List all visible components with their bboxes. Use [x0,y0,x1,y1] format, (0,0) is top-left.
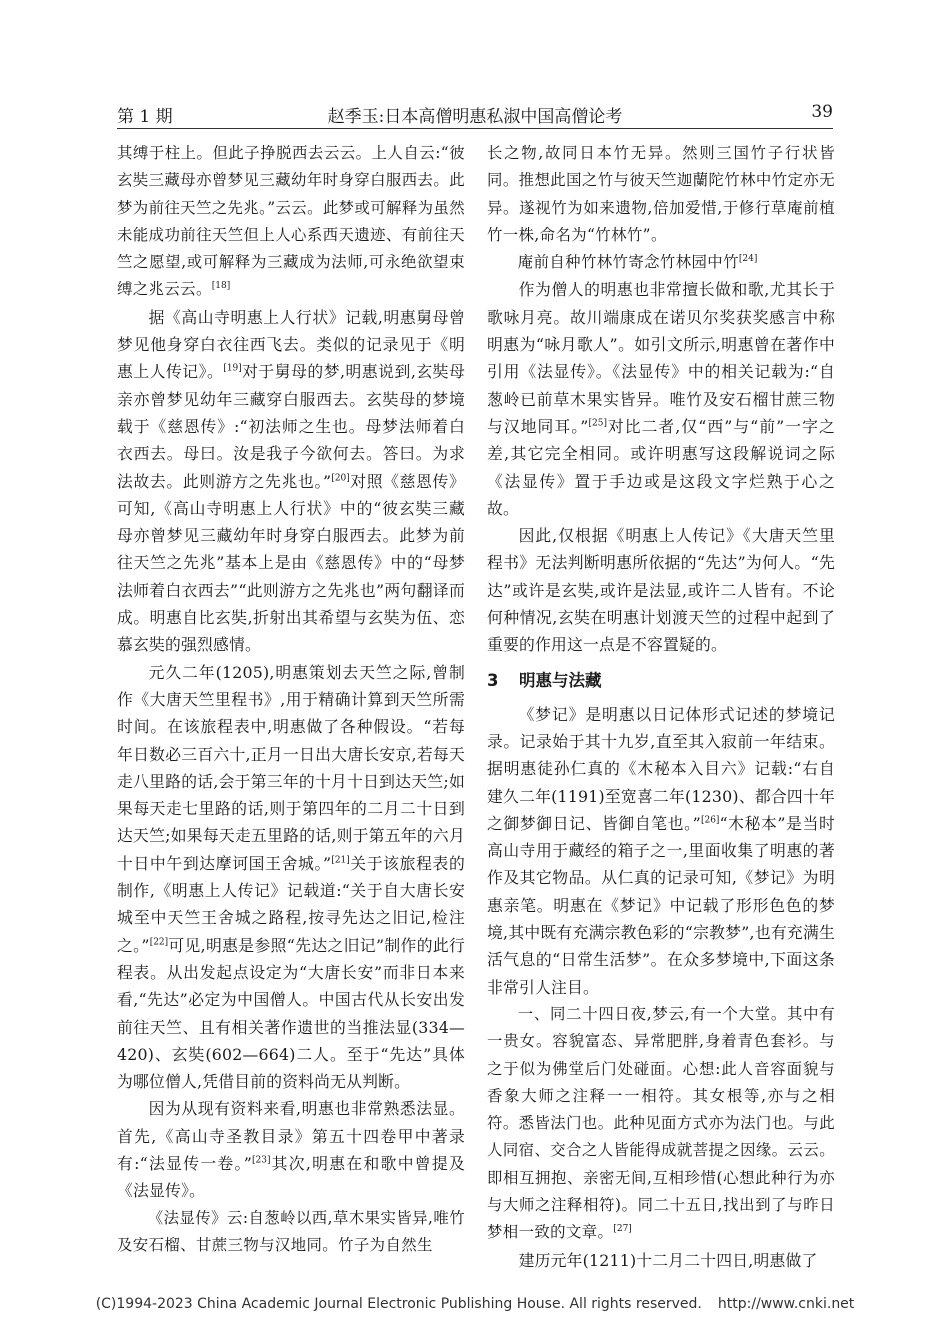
body-paragraph: 元久二年(1205),明惠策划去天竺之际,曾制作《大唐天竺里程书》,用于精确计算到天竺所需时间。在该旅程表中,明惠做了各种假设。“若每年日数必三百六十,正月一日出大唐长安京,若每天走八里路的话,会于第三年的十月十日到达天竺;如果每天走七里路的话,则于第四年的二月二十日到达天竺;如果每天走五里路的话,则于第五年的六月十日中午到达摩诃国王舍城。”[21]关于该旅程表的制作,《明惠上人传记》记载道:“关于自大唐长安城至中天竺王舍城之路程,按寻先达之旧记,检注之。”[22]可见,明惠是参照“先达之旧记”制作的此行程表。从出发起点设定为“大唐长安”而非日本来看,“先达”必定为中国僧人。中国古代从长安出发前往天竺、且有相关著作遗世的当推法显(334—420)、玄奘(602—664)二人。至于“先达”具体为哪位僧人,凭借目前的资料尚无从判断。 [117,662,465,1092]
quote-paragraph: 一、同二十四日夜,梦云,有一个大堂。其中有一贵女。容貌富态、异常肥胖,身着青色套衫。与之于似为佛堂后门处碰面。心想:此人音容面貌与香象大师之注释一一相符。其女根等,亦与之相符。悉皆法门也。此种见面方式亦为法门也。与此人同宿、交合之人皆能得成就菩提之因缘。云云。即相互拥抱、亲密无间,互相珍惜(心想此种行为亦与大师之注释相符)。同二十五日,找出到了与昨日梦相一致的文章。[27] [487,1004,835,1242]
section-number: 3 [487,670,499,690]
body-paragraph: 作为僧人的明惠也非常擅长做和歌,尤其长于歌咏月亮。故川端康成在诺贝尔奖获奖感言中称明惠为“咏月歌人”。如引文所示,明惠曾在著作中引用《法显传》。《法显传》中的相关记载为:“自葱岭已前草木果实皆异。唯竹及安石榴甘蔗三物与汉地同耳。”[25]对比二者,仅“西”与“前”一字之差,其它完全相同。或许明惠写这段解说词之际《法显传》置于手边或是这段文字烂熟于心之故。 [487,280,836,518]
body-paragraph: 据《高山寺明惠上人行状》记载,明惠舅母曾梦见他身穿白衣往西飞去。类似的记录见于《明惠上人传记》。[19]对于舅母的梦,明惠说到,玄奘母亲亦曾梦见幼年三藏穿白服西去。玄奘母的梦境载于《慈恩传》:“初法师之生也。母梦法师着白衣西去。母曰。汝是我子今欲何去。答曰。为求法故去。此则游方之先兆也。”[20]对照《慈恩传》可知,《高山寺明惠上人行状》中的“彼玄奘三藏母亦曾梦见三藏幼年时身穿白服西去。此梦为前往天竺之先兆”基本上是由《慈恩传》中的“母梦法师着白衣西去”“此则游方之先兆也”两句翻译而成。明惠自比玄奘,折射出其希望与玄奘为伍、恋慕玄奘的强烈感情。 [117,307,465,655]
citation-ref[interactable]: [25] [588,418,607,429]
poem-line: 庵前自种竹林竹寄念竹林园中竹[24] [517,253,758,272]
quote-paragraph: 长之物,故同日本竹无异。然则三国竹子行状皆同。推想此国之竹与彼天竺迦蘭陀竹林中竹定亦无异。遂视竹为如来遗物,倍加爱惜,于修行草庵前植竹一株,命名为“竹林竹”。 [487,144,835,244]
issue-number: 第 1 期 [117,107,173,127]
citation-ref[interactable]: [22] [149,937,169,948]
body-paragraph: 建历元年(1211)十二月二十四日,明惠做了 [518,1250,818,1270]
section-heading [487,668,835,694]
citation-ref[interactable]: [18] [211,281,231,292]
website-link[interactable]: http://www.cnki.net [717,1296,855,1312]
copyright-text: (C)1994-2023 China Academic Journal Electronic Publishing House. All rights reserved. [95,1296,702,1312]
section-title: 明惠与法藏 [519,670,602,690]
citation-ref[interactable]: [20] [331,473,350,484]
citation-ref[interactable]: [27] [613,1224,632,1235]
body-paragraph: 因为从现有资料来看,明惠也非常熟悉法显。首先,《高山寺圣教目录》第五十四卷甲中著录有:“法显传一卷。”[23]其次,明惠在和歌中曾提及《法显传》。 [117,1099,466,1201]
citation-ref[interactable]: [19] [223,364,242,375]
quote-paragraph: 《法显传》云:自葱岭以西,草木果实皆异,唯竹及安石榴、甘蔗三物与汉地同。竹子为自然生 [117,1208,465,1254]
citation-ref[interactable]: [24] [738,254,758,265]
body-paragraph: 因此,仅根据《明惠上人传记》《大唐天竺里程书》无法判断明惠所依据的“先达”为何人。“先达”或许是玄奘,或许是法显,或许二人皆有。不论何种情况,玄奘在明惠计划渡天竺的过程中起到了重要的作用这一点是不容置疑的。 [487,526,835,655]
running-header [117,100,833,128]
citation-ref[interactable]: [26] [700,815,720,826]
body-paragraph: 《梦记》是明惠以日记体形式记述的梦境记录。记录始于其十九岁,直至其入寂前一年结束。据明惠徒孙仁真的《木秘本入目六》记载:“右自建久二年(1191)至宽喜二年(1230)、都合四十年之御梦御日记、皆御自笔也。”[26]“木秘本”是当时高山寺用于藏经的箱子之一,里面收集了明惠的著作及其它物品。从仁真的记录可知,《梦记》为明惠亲笔。明惠在《梦记》中记载了形形色色的梦境,其中既有充满宗教色彩的“宗教梦”,也有充满生活气息的“日常生活梦”。在众多梦境中,下面这条非常引人注目。 [487,704,835,997]
copyright-footer [0,1296,950,1312]
running-title: 赵季玉:日本高僧明惠私淑中国高僧论考 [327,107,623,127]
left-column [117,140,465,1259]
page-number: 39 [811,102,833,122]
citation-ref[interactable]: [21] [331,855,350,866]
header-rule [117,128,833,129]
right-column [487,140,835,1274]
quote-paragraph: 其缚于柱上。但此子挣脱西去云云。上人自云:“彼玄奘三藏母亦曾梦见三藏幼年时身穿白服西去。此梦为前往天竺之先兆。”云云。此梦或可解释为虽然未能成功前往天竺但上人心系西天遗迹、有前往天竺之愿望,或可解释为三藏成为法师,可永绝欲望束缚之兆云云。[18] [117,144,465,299]
citation-ref[interactable]: [23] [252,1155,271,1166]
